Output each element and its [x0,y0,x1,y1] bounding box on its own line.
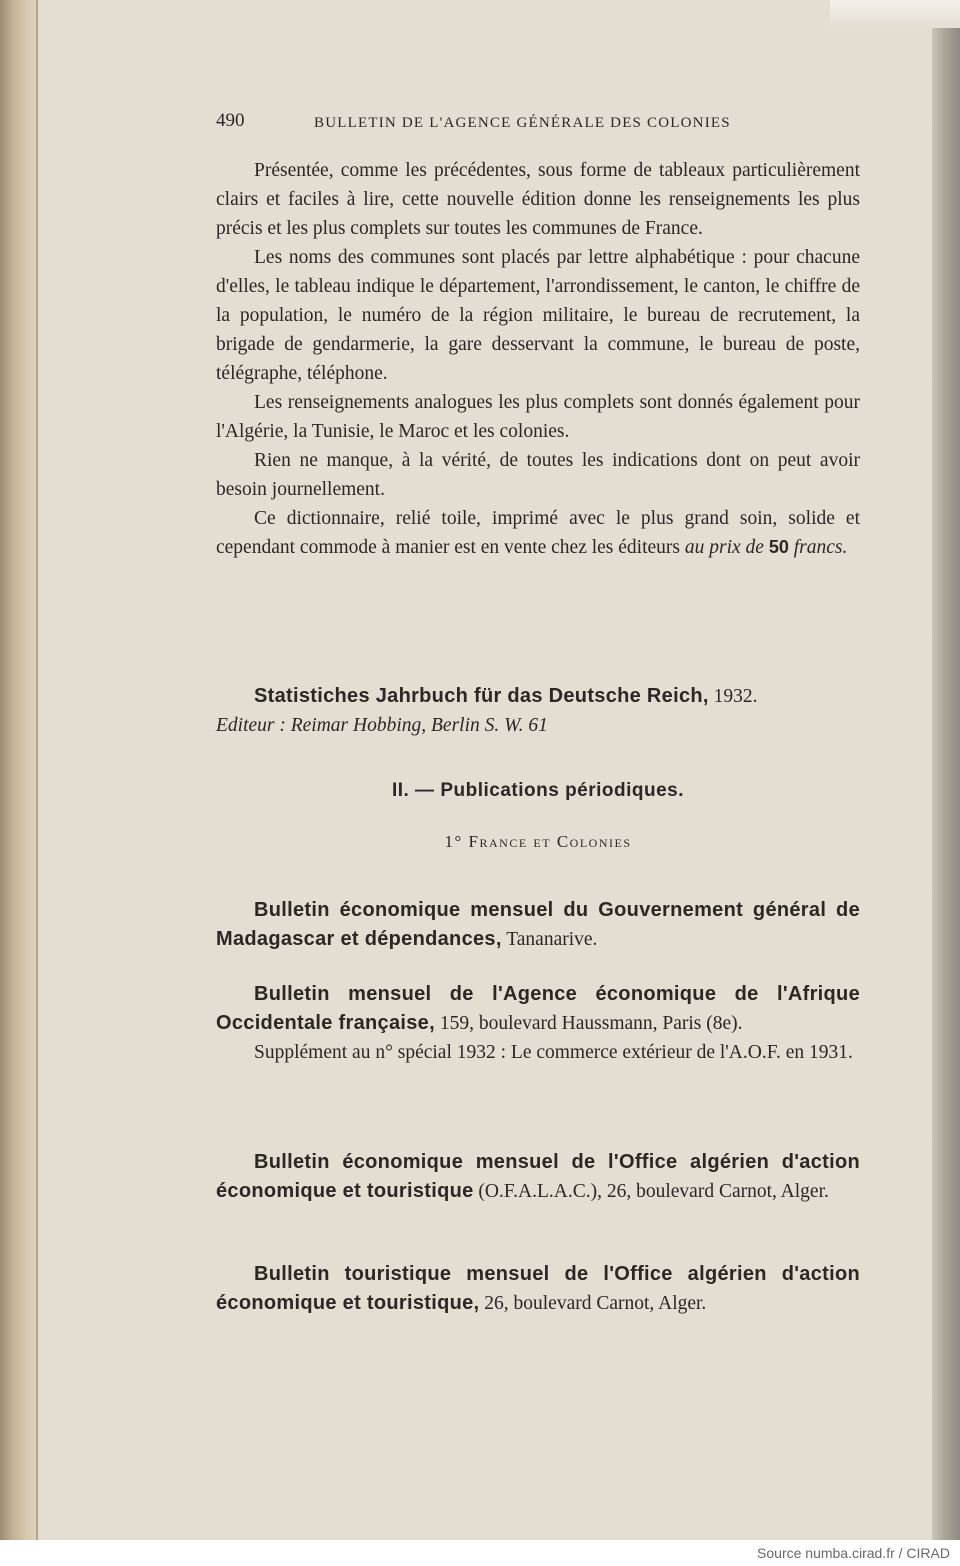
entry-title: Bulletin mensuel de l'Agence économique de l'Afrique Occidentale française, [216,983,860,1034]
entry-paragraph [216,1260,860,1318]
page-corner-highlight [830,0,960,28]
source-credit: Source numba.cirad.fr / CIRAD [757,1545,950,1561]
entry-details: (O.F.A.L.A.C.), 26, boulevard Carnot, Alger. [473,1181,829,1202]
editor-text: Editeur : Reimar Hobbing, Berlin S. W. 61 [216,715,548,736]
subsection-heading: 1° France et Colonies [444,832,632,851]
running-title: BULLETIN DE L'AGENCE GÉNÉRALE DES COLONIES [314,115,731,131]
section-heading: II. — Publications périodiques. [391,780,685,801]
entry-details: Tananarive. [501,929,598,950]
book-edge-left [0,0,38,1540]
paragraph-text: Ce dictionnaire, relié toile, imprimé avec le plus grand soin, solide et cependant commode à manier est en vente chez les éditeurs [216,508,860,558]
entry-details: 26, boulevard Carnot, Alger. [479,1293,707,1314]
publication-entry [216,1260,860,1318]
paragraph: Les noms des communes sont placés par lettre alphabétique : pour chacune d'elles, le tableau indique le département, l'arrondissement, le canton, le chiffre de la population, le numéro de la région militaire, le bureau de recrutement, la brigade de gendarmerie, la gare desservant la commune, le bureau de poste, télégraphe, téléphone. [216,247,860,384]
price-suffix: francs. [788,537,848,558]
entry-title: Bulletin touristique mensuel de l'Office algérien d'action économique et touristique, [216,1263,860,1314]
entry-year: 1932. [708,686,758,707]
entry-paragraph [216,896,860,954]
entry-paragraph [216,1148,860,1206]
entry-note: Supplément au n° spécial 1932 : Le commerce extérieur de l'A.O.F. en 1931. [254,1042,853,1063]
page-number: 490 [216,110,245,131]
book-edge-right [932,0,960,1540]
paragraph: Les renseignements analogues les plus complets sont donnés également pour l'Algérie, la Tunisie, le Maroc et les colonies. [216,392,860,442]
publication-entry [216,896,860,954]
publication-entry [216,1148,860,1206]
paragraph: Présentée, comme les précédentes, sous forme de tableaux particulièrement clairs et faciles à lire, cette nouvelle édition donne les renseignements les plus précis et les plus complets sur toutes les communes de France. [216,160,860,239]
entry-paragraph [216,980,860,1038]
price-value: 50 [768,537,789,557]
intro-text [216,156,860,562]
entry-title: Bulletin économique mensuel de l'Office algérien d'action économique et touristique [216,1151,860,1202]
entry-editor [216,711,860,740]
price-prefix: au prix de [684,537,769,558]
entry-title-line [216,682,860,711]
entry-details: 159, boulevard Haussmann, Paris (8e). [434,1013,743,1034]
publication-entry [216,980,860,1067]
entry-title: Statistiches Jahrbuch für das Deutsche Reich, [254,685,709,707]
running-header [216,110,860,136]
paragraph [216,504,860,562]
entry-title: Bulletin économique mensuel du Gouvernement général de Madagascar et dépendances, [216,899,860,950]
paragraph: Rien ne manque, à la vérité, de toutes les indications dont on peut avoir besoin journellement. [216,450,860,500]
publication-entry-statistiches [216,682,860,740]
